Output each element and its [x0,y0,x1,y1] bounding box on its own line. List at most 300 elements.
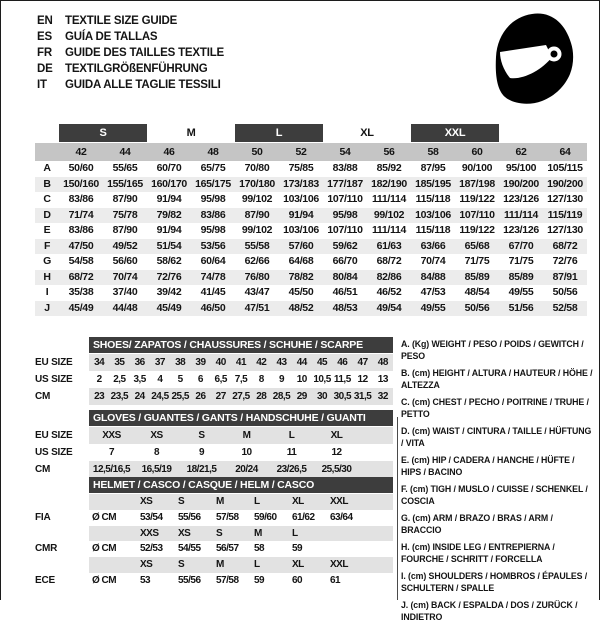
size-value: 71/74 [68,208,94,221]
size-group-s: S [59,124,147,142]
size-value: 165/175 [195,177,231,190]
size-row-G [35,254,587,270]
size-value: 26 [195,391,206,402]
size-value: 83/86 [68,193,94,205]
size-row-H [35,270,587,286]
size-label: XL [292,496,304,507]
size-value: 45/49 [156,301,182,314]
size-value: 36 [134,357,145,368]
size-value: 62/66 [244,255,270,267]
size-row-B [35,177,587,193]
size-value: 42 [256,357,267,368]
row-label: US SIZE [35,374,73,385]
size-value: 56/60 [112,255,138,267]
size-value: XL [330,430,343,441]
size-value: 23,5 [110,391,129,402]
size-cells [89,557,393,573]
legend-item: H. (cm) INSIDE LEG / ENTREPIERNA / FOURCHE / SCHRITT / FORCELLA [401,541,555,565]
size-value: 13 [377,374,388,385]
row-label: H [43,270,51,283]
size-value: 64/68 [288,255,314,267]
value-cells [89,444,393,461]
numeric-size: 52 [295,146,307,158]
size-band [89,494,393,510]
size-value: 95/98 [332,208,358,221]
size-value: 95/98 [200,193,226,205]
size-value: 25,5 [171,391,189,402]
size-value: 43/47 [244,286,270,298]
row-label: E [43,224,51,236]
size-value: 83/86 [68,224,94,236]
size-value: 48/54 [464,286,490,298]
size-value: 185/195 [415,177,451,190]
size-value: 10 [241,447,252,458]
size-value: 119/122 [459,224,495,236]
size-value: 160/170 [151,177,187,190]
size-value: 85/89 [464,270,490,283]
unit-label: Ø CM [92,574,117,586]
value-cells [89,354,393,371]
size-value: 57/58 [216,574,239,586]
size-value: 29 [296,391,307,402]
row-label: F [43,239,51,252]
size-value: 190/200 [547,177,583,190]
size-value: 46/52 [376,286,402,298]
size-value: 20/24 [235,464,258,475]
size-value: 10,5 [313,374,331,385]
helmet-rows [35,494,393,589]
size-row-J [35,301,587,317]
size-value: 52/58 [552,301,578,314]
size-value: 127/130 [547,224,583,236]
size-value: 25,5/30 [321,464,352,475]
numeric-size: 44 [119,146,131,158]
measurement-legend [401,338,593,628]
size-value: 59/60 [254,511,277,523]
value-cells [89,371,393,388]
shoes-row [35,388,393,405]
size-value: 46/51 [332,286,358,298]
size-row-C [35,192,587,208]
size-value: 45 [316,357,328,368]
row-label: C [43,193,51,205]
size-value: 123/126 [503,224,539,236]
size-value: 63/66 [420,239,446,252]
size-label: XS [178,527,191,539]
size-value: 91/94 [288,208,314,221]
size-value: 48/53 [332,301,358,314]
size-value: 9 [278,374,285,385]
size-value: 27 [215,391,226,402]
size-value: 23/26,5 [276,464,307,475]
size-value: 74/78 [200,270,226,283]
size-value [327,541,365,557]
size-value: 43 [276,357,287,368]
size-label: M [216,559,224,571]
size-value: 190/200 [503,177,539,190]
size-cells [89,494,393,510]
unit-spacer [89,557,137,573]
size-value: 58 [254,543,265,555]
size-value: 24,5 [151,391,169,402]
size-value: 49/52 [112,239,138,252]
gloves-row [35,427,393,444]
guide-title: TEXTILE SIZE GUIDE [65,15,178,27]
helmet-value-row [35,510,393,526]
helmet-table-title: HELMET / CASCO / CASQUE / HELM / CASCO [89,477,393,493]
size-value: 65/68 [464,239,490,252]
size-value: 11,5 [333,374,351,385]
size-value: 87/90 [244,208,270,221]
size-value: 49/55 [420,301,446,314]
size-value: 55/56 [178,511,201,523]
size-group-m: M [186,127,196,139]
size-label [327,526,365,542]
size-value: 85/92 [376,162,402,174]
size-row-A [35,161,587,177]
numeric-size: 46 [163,146,175,158]
size-value: 35 [114,357,125,368]
size-value: 3,5 [133,374,146,385]
size-value: S [198,430,205,441]
size-value: 49/54 [376,301,402,314]
helmet-value-row [35,573,393,589]
size-value: 87/91 [552,270,578,283]
size-value: 72/76 [552,255,578,267]
size-value: 40 [215,357,226,368]
size-value: 10 [296,374,307,385]
row-label: CM [35,391,51,402]
size-value: 16,5/19 [141,464,172,475]
helmet-size-row [35,494,393,510]
textile-size-table [35,124,587,316]
size-label: L [254,496,260,507]
size-group-spacer [499,124,543,142]
numeric-size: 50 [251,146,263,158]
language-code: IT [37,79,47,91]
size-value: 90/100 [461,162,493,174]
size-value: 47/50 [68,239,94,252]
language-row [37,61,224,77]
language-row [37,13,224,29]
size-value: 61/63 [376,239,402,252]
row-label: I [45,286,49,298]
size-value: 177/187 [327,177,363,190]
size-value: 78/82 [288,270,314,283]
legend-item: E. (cm) HIP / CADERA / HANCHE / HÜFTE / HIPS / BACINO [401,454,575,478]
standard-label: CMR [35,543,58,555]
numeric-size: 48 [207,146,219,158]
size-band [89,557,393,573]
size-value: 119/122 [459,193,495,205]
unit-spacer [89,526,137,542]
size-value: 6 [197,374,203,385]
size-value: 107/110 [459,208,495,221]
size-value: 51/54 [156,239,182,252]
size-value: 59 [292,543,303,555]
size-value: 76/80 [244,270,270,283]
row-label-spacer [35,143,59,161]
size-value: 28 [256,391,267,402]
language-code: ES [37,31,52,43]
size-value: 68/72 [552,239,578,252]
guide-title: GUIDE DES TAILLES TEXTILE [65,47,224,59]
helmet-table [35,477,393,589]
size-value: 2,5 [113,374,126,385]
value-band [89,461,393,478]
size-value: 9 [198,447,205,458]
guide-title: TEXTILGRÖßENFÜHRUNG [65,63,208,75]
value-band [89,354,393,371]
size-label: XL [292,559,304,571]
row-label: EU SIZE [35,357,73,368]
numeric-size: 60 [471,146,483,158]
guide-title: GUÍA DE TALLAS [65,31,158,43]
size-value: 55/65 [112,162,138,174]
shoes-table [35,337,393,405]
size-value: 87/90 [112,193,138,205]
size-label: M [254,527,262,539]
unit-label: Ø CM [92,511,117,523]
language-row [37,45,224,61]
size-label: S [216,527,223,539]
size-value: 55/56 [178,574,201,586]
visor-pivot-center [551,51,558,58]
size-value: 32 [377,391,388,402]
value-cells [89,510,393,526]
size-label: S [178,559,185,571]
size-value: 12,5/16,5 [92,464,131,475]
size-value: 28,5 [272,391,291,402]
value-band [89,371,393,388]
size-label: XXL [330,496,348,507]
size-value: 68/72 [68,270,94,283]
size-row-I [35,285,587,301]
size-value: 84/88 [420,270,446,283]
size-value: 59 [254,574,265,586]
row-label [35,526,89,542]
size-value: 39 [195,357,206,368]
size-value: XS [150,430,163,441]
size-value: 7,5 [234,374,248,385]
size-value: 57/60 [288,239,314,252]
legend-item: A. (Kg) WEIGHT / PESO / POIDS / GEWITCH / PESO [401,339,584,362]
size-value: 41/45 [200,286,226,298]
size-value: 11 [286,447,297,458]
size-value: 75/78 [112,208,138,221]
size-value: 2 [96,374,102,385]
size-value: 60/64 [200,255,226,267]
legend-item: F. (cm) TIGH / MUSLO / CUISSE / SCHENKEL / COSCIA [401,483,588,507]
size-value: 127/130 [547,193,583,205]
vertical-divider [397,417,398,600]
numeric-size: 64 [559,146,571,158]
helmet-size-row [35,557,393,573]
size-value: 44/48 [112,301,138,314]
size-value: 39/42 [156,286,182,298]
size-value: 70/74 [112,270,138,283]
size-value: 111/114 [371,224,407,236]
size-value: 53/56 [200,239,226,252]
size-value: 115/119 [547,208,583,221]
size-group-l: L [235,124,323,142]
size-value: 60/70 [156,162,182,174]
size-value: 52/53 [140,543,163,555]
size-value: 50/60 [68,162,94,174]
size-value: 50/56 [552,286,578,298]
size-value: 95/98 [200,224,226,236]
size-row-D [35,208,587,224]
size-value: 56/57 [216,543,239,555]
size-value: 103/106 [283,193,319,205]
value-band [89,444,393,461]
standard-label: FIA [35,511,51,523]
size-value: 50/56 [464,301,490,314]
gloves-row [35,461,393,478]
size-label: XXL [330,559,348,571]
size-value: 99/102 [241,224,273,236]
shoes-table-title: SHOES/ ZAPATOS / CHAUSSURES / SCHUHE / SCARPE [89,337,393,353]
size-value: 111/114 [371,193,407,205]
shoes-row [35,354,393,371]
row-label: US SIZE [35,447,73,458]
row-label: J [44,301,50,314]
size-value: 24 [134,391,145,402]
size-value: 55/58 [244,239,270,252]
shoes-rows [35,354,393,405]
size-value: 45/50 [288,286,314,298]
language-row [37,29,224,45]
size-value: 54/58 [68,255,94,267]
size-value: 103/106 [415,208,451,221]
size-value: 59/62 [332,239,358,252]
size-value: 53 [140,574,151,586]
unit-label: Ø CM [92,543,117,555]
size-value: 60 [292,574,303,586]
size-value: 47/53 [420,286,446,298]
measurement-rows [35,161,587,316]
size-value: 115/118 [415,193,451,205]
size-value: 87/95 [420,162,446,174]
size-value: 30 [316,391,328,402]
size-label: L [254,559,260,571]
size-value: 61 [330,574,341,586]
value-cells [89,541,393,557]
row-label: EU SIZE [35,430,73,441]
size-label: M [216,496,224,507]
size-group-xl: XL [360,127,374,139]
size-value: 107/110 [327,224,363,236]
size-value: 91/94 [156,193,182,205]
size-value: 82/86 [376,270,402,283]
size-value: 87/90 [112,224,138,236]
numeric-size: 56 [383,146,395,158]
size-value: 58/62 [156,255,182,267]
size-value: 34 [94,357,105,368]
size-value: 72/76 [156,270,182,283]
size-row-F [35,239,587,255]
size-value: 170/180 [239,177,275,190]
size-value: 27,5 [232,391,250,402]
size-value: L [288,430,295,441]
size-value: 95/100 [505,162,537,174]
size-value: 187/198 [459,177,495,190]
size-value: 6,5 [214,374,227,385]
size-label: XS [140,496,153,507]
size-group-xxl: XXL [411,124,499,142]
size-value: 41 [235,357,247,368]
size-value: 103/106 [283,224,319,236]
size-value: 61/62 [292,511,315,523]
size-value: 5 [177,374,183,385]
row-label [35,494,89,510]
size-value: 4 [157,374,163,385]
size-cells [89,526,393,542]
size-value: 75/85 [288,162,314,174]
size-value: 83/88 [332,162,358,174]
size-value: 123/126 [503,193,539,205]
value-band [89,388,393,405]
numeric-size-header-row [35,143,587,161]
size-value: 182/190 [371,177,407,190]
size-value: 70/80 [244,162,270,174]
size-value: 51/56 [508,301,534,314]
size-label: XS [140,559,153,571]
gloves-rows [35,427,393,478]
size-value: 99/102 [241,193,273,205]
helmet-size-row [35,526,393,542]
size-value: 31,5 [353,391,372,402]
numeric-size: 42 [75,146,87,158]
size-value: 45/49 [68,301,94,314]
language-code: DE [37,63,53,75]
size-label: L [292,527,298,539]
numeric-size: 62 [515,146,527,158]
value-band [89,510,393,526]
gloves-table [35,410,393,478]
size-value: 63/64 [330,511,353,523]
language-title-list [37,13,224,93]
size-value: 67/70 [508,239,534,252]
size-value: 83/86 [200,208,226,221]
gloves-row [35,444,393,461]
size-value: 85/89 [508,270,534,283]
size-value: 12 [357,374,368,385]
size-value: 38 [175,357,186,368]
racing-helmet-icon [484,7,576,109]
value-band [89,427,393,444]
size-value: 150/160 [63,177,99,190]
size-value: 155/165 [107,177,143,190]
size-value: 70/74 [420,255,446,267]
row-label: G [43,255,51,267]
size-group-header-row [35,124,587,142]
standard-label: ECE [35,574,55,586]
size-value: 8 [258,374,264,385]
row-label: A [43,162,51,174]
value-cells [89,388,393,405]
language-code: FR [37,47,52,59]
size-value: 91/94 [156,224,182,236]
size-band [89,526,393,542]
size-value: M [242,430,251,441]
language-row [37,77,224,93]
value-cells [89,427,393,444]
value-cells [89,573,393,589]
value-band [89,541,393,557]
size-value: 115/118 [415,224,451,236]
size-value: 48 [377,357,388,368]
